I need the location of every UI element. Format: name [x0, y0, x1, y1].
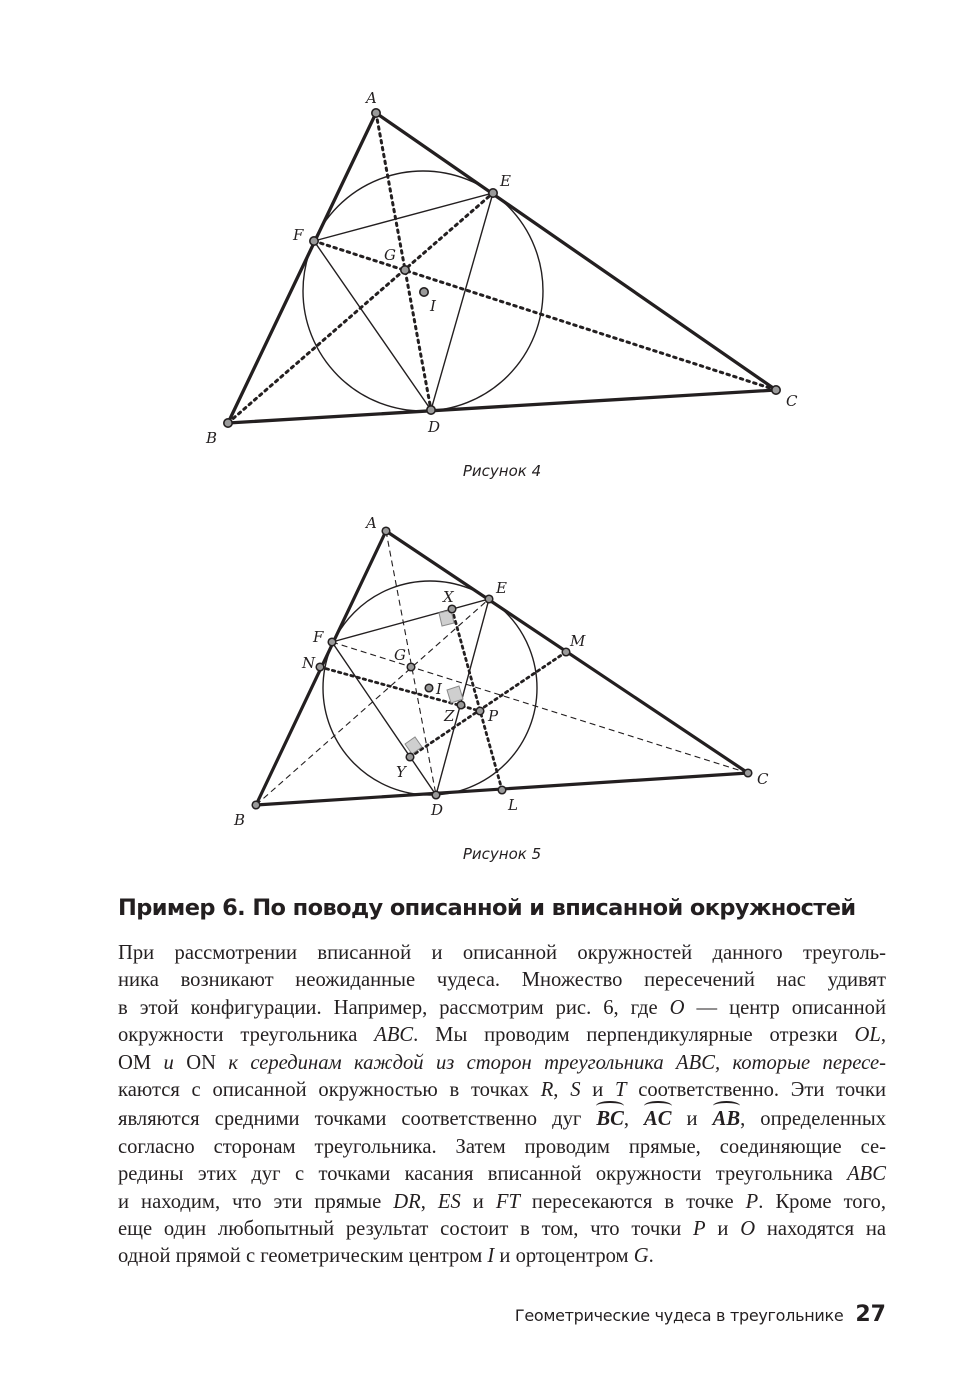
- section-body: [118, 940, 886, 1271]
- math-term: FT: [495, 1190, 520, 1213]
- math-term: ES: [437, 1190, 461, 1213]
- math-term: к серединам каждой из сторон треугольника ABC, которые пересе-: [215, 1051, 886, 1074]
- section-heading: Пример 6. По поводу описанной и вписанной окружностей: [118, 895, 856, 921]
- arc-notation: AC: [644, 1104, 671, 1133]
- math-term: ABC: [847, 1163, 886, 1186]
- label-e: E: [496, 579, 507, 597]
- math-term: O: [740, 1218, 756, 1241]
- math-term: G: [633, 1245, 649, 1268]
- triangle-abc: [228, 113, 776, 423]
- math-term: O: [669, 996, 685, 1019]
- label-z: Z: [444, 707, 455, 725]
- label-i: I: [430, 297, 436, 315]
- paragraph-line: [118, 1134, 886, 1161]
- text-run: . Кроме того,: [758, 1190, 886, 1213]
- text-run: каются с описанной окружностью в точках: [118, 1079, 541, 1102]
- label-m: M: [570, 632, 586, 650]
- label-d: D: [428, 418, 441, 436]
- triangle-abc: [256, 531, 748, 805]
- paragraph-line: [118, 1104, 886, 1133]
- figure-5-caption: Рисунок 5: [462, 845, 542, 863]
- paragraph-line: [118, 967, 886, 994]
- text-run: и: [460, 1190, 496, 1213]
- label-a: A: [366, 514, 377, 532]
- text-run: ника возникают неожиданные чудеса. Множество пересечений нас удивят: [118, 969, 886, 992]
- paragraph-line: [118, 1022, 886, 1049]
- text-run: — центр описанной: [684, 996, 887, 1019]
- text-run: одной прямой с геометрическим центром: [118, 1245, 488, 1268]
- paragraph-line: [118, 940, 886, 967]
- text-run: и: [705, 1218, 741, 1241]
- text-run: согласно сторонам треугольника. Затем проводим прямые, соединяющие се-: [118, 1135, 886, 1158]
- paragraph-line: [118, 1077, 886, 1104]
- arc-notation: BC: [596, 1104, 623, 1133]
- text-run: OM: [118, 1051, 152, 1074]
- label-f: F: [313, 628, 324, 646]
- paragraph-line: [118, 1189, 886, 1216]
- label-g: G: [384, 246, 396, 264]
- label-b: B: [234, 811, 246, 829]
- text-run: При рассмотрении вписанной и описанной окружностей данного треуголь-: [118, 942, 886, 964]
- label-g: G: [394, 646, 406, 664]
- text-run: и находим, что эти прямые: [118, 1190, 394, 1213]
- label-y: Y: [396, 763, 406, 781]
- page-footer: [515, 1302, 886, 1327]
- label-c: C: [757, 770, 769, 788]
- label-e: E: [500, 172, 511, 190]
- label-i: I: [436, 680, 442, 698]
- math-term: DR: [393, 1190, 421, 1213]
- arc-notation: AB: [713, 1104, 740, 1133]
- math-term: I: [487, 1245, 495, 1268]
- text-run: в этой конфигурации. Например, рассмотрим рис. 6, где: [118, 996, 670, 1019]
- paragraph-line: [118, 1161, 886, 1188]
- text-run: окружности треугольника: [118, 1024, 375, 1047]
- label-d: D: [431, 801, 444, 819]
- text-run: соответственно. Эти точки: [626, 1079, 887, 1102]
- figure-5-diagram: [0, 505, 974, 835]
- text-run: .: [648, 1245, 654, 1268]
- paragraph-line: [118, 995, 886, 1022]
- contact-triangle: [314, 193, 493, 410]
- text-run: находятся на: [755, 1218, 886, 1241]
- math-term: T: [615, 1079, 627, 1102]
- text-run: ,: [420, 1190, 438, 1213]
- page-number: 27: [855, 1302, 886, 1327]
- paragraph-line: [118, 1243, 886, 1270]
- text-run: и ортоцентром: [494, 1245, 634, 1268]
- label-b: B: [206, 429, 218, 447]
- text-run: ,: [623, 1108, 645, 1131]
- label-c: C: [786, 392, 798, 410]
- text-run: редины этих дуг с точками касания вписанной окружности треугольника: [118, 1163, 848, 1186]
- label-x: X: [443, 588, 454, 606]
- text-run: ON: [186, 1051, 216, 1074]
- text-run: и: [671, 1108, 713, 1131]
- text-run: ,: [880, 1024, 886, 1047]
- math-term: S: [570, 1079, 581, 1102]
- text-run: пересекаются в точке: [519, 1190, 746, 1213]
- text-run: и: [580, 1079, 615, 1102]
- math-term: P: [693, 1218, 706, 1241]
- text-run: еще один любопытный результат состоит в том, что точки: [118, 1218, 694, 1241]
- text-run: являются средними точками соответственно дуг: [118, 1108, 597, 1131]
- running-title: Геометрические чудеса в треугольнике: [514, 1306, 844, 1325]
- label-p: P: [488, 707, 499, 725]
- math-term: R: [540, 1079, 554, 1102]
- label-l: L: [508, 796, 518, 814]
- figure-4-diagram: [0, 0, 974, 460]
- figure-4-caption: Рисунок 4: [462, 462, 542, 480]
- math-term: OL: [854, 1024, 881, 1047]
- text-run: ,: [553, 1079, 571, 1102]
- paragraph-line: [118, 1050, 886, 1077]
- math-term: и: [151, 1051, 187, 1074]
- text-run: , определенных: [740, 1108, 886, 1131]
- math-term: P: [745, 1190, 759, 1213]
- math-term: ABC: [374, 1024, 414, 1047]
- label-n: N: [302, 654, 316, 672]
- text-run: . Мы проводим перпендикулярные отрезки: [413, 1024, 855, 1047]
- label-f: F: [293, 226, 304, 244]
- label-a: A: [366, 89, 377, 107]
- paragraph-line: [118, 1216, 886, 1243]
